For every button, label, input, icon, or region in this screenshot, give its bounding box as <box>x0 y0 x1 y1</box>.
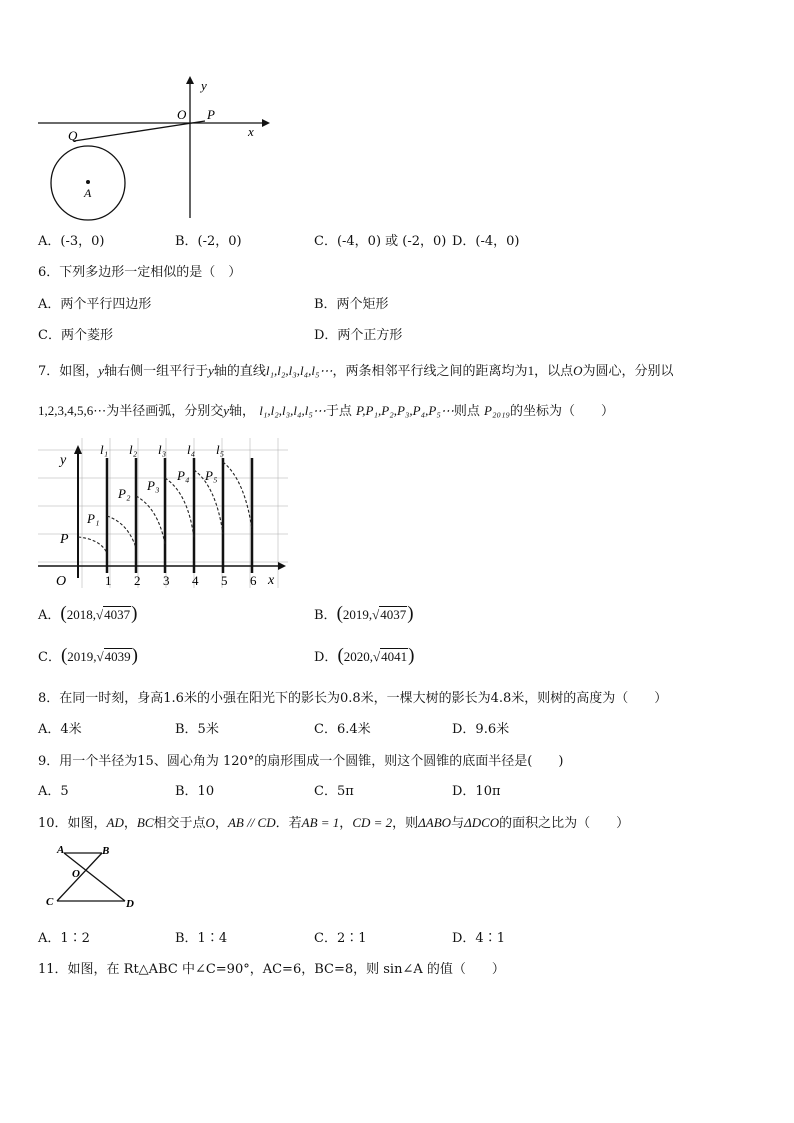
label-p: P <box>207 107 215 122</box>
q9-option-c[interactable]: C．5π <box>314 784 354 799</box>
q8-option-a[interactable]: A．4米 <box>38 722 82 737</box>
q7-y2: y <box>208 363 214 378</box>
q7-one: 1 <box>527 363 535 378</box>
tick-6: 6 <box>250 573 257 588</box>
label-p1: P₁ <box>87 511 100 526</box>
q10-c1: ， <box>123 816 137 831</box>
q8-option-b[interactable]: B．5米 <box>175 722 219 737</box>
q10-c2: ， <box>214 816 228 831</box>
q7-lines: l₁,l₂,l₃,l₄,l₅⋯ <box>265 363 333 378</box>
q6-option-a[interactable]: A．两个平行四边形 <box>38 297 152 312</box>
q5-option-c[interactable]: C．(-4，0) 或 (-2，0) <box>314 234 447 249</box>
arc-6 <box>223 462 252 530</box>
label-l1: l₁ <box>100 442 109 457</box>
q6-option-b[interactable]: B．两个矩形 <box>314 297 389 312</box>
q10-cd: CD = 2 <box>352 815 393 830</box>
q7-t8: 于点 <box>325 404 352 419</box>
q9-stem: 9．用一个半径为15、圆心角为 120°的扇形围成一个圆锥，则这个圆锥的底面半径是( ) <box>38 754 564 769</box>
q5-option-d[interactable]: D．(-4，0) <box>452 234 520 249</box>
q7-b-radicand: 4037 <box>380 607 407 622</box>
q7-p2019: P₂₀₁₉ <box>484 403 511 418</box>
q10-stem <box>38 812 629 831</box>
y-arrow <box>74 445 82 454</box>
q7-option-d[interactable]: D．(2020,√4041) <box>314 645 415 666</box>
q10-parallel: AB // CD <box>227 815 276 830</box>
q11-stem: 11．如图，在 Rt△ABC 中∠C=90°，AC=6，BC=8，则 sin∠A 的值（ ） <box>38 962 505 977</box>
q8-option-d[interactable]: D．9.6米 <box>452 722 510 737</box>
q10-num: 10．如图， <box>38 816 107 831</box>
q7-radii: 1,2,3,4,5,6⋯ <box>38 403 107 418</box>
q10-t1: 相交于点 <box>153 816 206 831</box>
label-c: C <box>46 896 54 908</box>
label-o: O <box>177 107 187 122</box>
label-a: A <box>84 186 92 200</box>
q7-c-letter: C． <box>38 650 61 665</box>
center-a-dot <box>86 180 90 184</box>
q10-o: O <box>205 815 215 830</box>
q7-lines2: l₁,l₂,l₃,l₄,l₅⋯ <box>259 403 326 418</box>
q7-option-c[interactable]: C．(2019,√4039) <box>38 645 138 666</box>
q7-b-letter: B． <box>314 608 337 623</box>
q7-d-radicand: 4041 <box>381 649 408 664</box>
label-p3: P₃ <box>147 478 160 493</box>
q7-num: 7．如图， <box>38 364 99 379</box>
q7-t2: 轴的直线 <box>213 364 266 379</box>
q7-d-first: 2020, <box>343 649 374 664</box>
q9-option-b[interactable]: B．10 <box>175 784 215 799</box>
q7-a-first: 2018, <box>66 607 96 622</box>
q7-option-b[interactable]: B．(2019,√4037) <box>314 603 414 624</box>
q7-t10: 的坐标为（ ） <box>510 404 615 419</box>
q10-t4: 与 <box>451 816 465 831</box>
q10-t3: ，则 <box>392 816 419 831</box>
q10-option-c[interactable]: C．2∶1 <box>314 931 367 946</box>
label-x: x <box>268 573 275 588</box>
q10-tri2: ΔDCO <box>464 815 500 830</box>
label-q: Q <box>68 128 78 143</box>
label-d: D <box>126 898 134 910</box>
x-arrow <box>262 119 270 127</box>
arc-4 <box>165 478 194 538</box>
tick-5: 5 <box>221 573 228 588</box>
q6-stem: 6．下列多边形一定相似的是（ ） <box>38 265 242 280</box>
q10-t5: 的面积之比为（ ） <box>499 816 630 831</box>
label-l2: l₂ <box>129 442 138 457</box>
q7-y1: y <box>98 363 105 378</box>
q5-option-a[interactable]: A．(-3，0) <box>38 234 105 249</box>
tick-4: 4 <box>192 573 199 588</box>
label-p2: P₂ <box>118 486 131 501</box>
q10-c3: ， <box>339 816 353 831</box>
q9-option-a[interactable]: A．5 <box>38 784 69 799</box>
figure-q7 <box>38 438 288 588</box>
q6-option-c[interactable]: C．两个菱形 <box>38 328 113 343</box>
label-l4: l₄ <box>187 442 196 457</box>
q7-t1: 轴右侧一组平行于 <box>104 364 209 379</box>
tick-3: 3 <box>163 573 170 588</box>
q10-tri1: ΔABO <box>418 815 452 830</box>
arc-3 <box>136 496 165 544</box>
tick-1: 1 <box>105 573 112 588</box>
q7-t6: 为半径画弧，分别交 <box>106 404 224 419</box>
q7-points: P,P₁,P₂,P₃,P₄,P₅⋯ <box>356 403 454 418</box>
label-l3: l₃ <box>158 442 167 457</box>
q8-stem: 8．在同一时刻，身高1.6米的小强在阳光下的影长为0.8米，一棵大树的影长为4.8米，则树的高度为（ ） <box>38 691 668 706</box>
label-x: x <box>248 124 254 139</box>
q5-option-b[interactable]: B．(-2，0) <box>175 234 242 249</box>
q9-option-d[interactable]: D．10π <box>452 784 501 799</box>
label-a: A <box>57 844 65 856</box>
q10-ad: AD <box>106 815 124 830</box>
y-arrow <box>186 76 194 84</box>
q7-stem-line2 <box>38 400 614 419</box>
q7-a-radicand: 4037 <box>104 607 131 622</box>
label-p4: P₄ <box>177 468 190 483</box>
q7-stem-line1 <box>38 360 673 379</box>
q7-b-first: 2019, <box>342 607 373 622</box>
tick-2: 2 <box>134 573 141 588</box>
label-y: y <box>60 453 67 468</box>
tangent-line-pq <box>74 121 205 141</box>
q7-t9: 则点 <box>453 404 480 419</box>
q7-y3: y <box>223 403 230 418</box>
q6-option-d[interactable]: D．两个正方形 <box>314 328 403 343</box>
q7-t7: 轴， <box>229 404 256 419</box>
label-l5: l₅ <box>216 442 225 457</box>
q7-t3: ，两条相邻平行线之间的距离均为 <box>332 364 528 379</box>
label-y: y <box>201 78 207 93</box>
label-p5: P₅ <box>205 468 218 483</box>
label-b: B <box>102 845 110 857</box>
q8-option-c[interactable]: C．6.4米 <box>314 722 371 737</box>
q7-t5: 为圆心，分别以 <box>582 364 674 379</box>
q7-c-first: 2019, <box>67 649 97 664</box>
label-o: O <box>72 868 80 880</box>
q7-t4: ，以点 <box>534 364 574 379</box>
q10-ab: AB = 1 <box>301 815 340 830</box>
q7-a-letter: A． <box>38 608 61 623</box>
arc-1 <box>78 537 107 553</box>
q7-c-radicand: 4039 <box>104 649 131 664</box>
label-p: P <box>60 532 69 547</box>
q10-bc: BC <box>136 815 154 830</box>
figure-q5 <box>30 75 280 225</box>
q10-option-b[interactable]: B．1∶4 <box>175 931 228 946</box>
q10-t2: ．若 <box>275 816 302 831</box>
figure-q10 <box>44 842 144 912</box>
x-arrow <box>278 562 286 570</box>
q7-option-a[interactable]: A．(2018,√4037) <box>38 603 138 624</box>
q10-option-d[interactable]: D．4∶1 <box>452 931 505 946</box>
q7-d-letter: D． <box>314 650 338 665</box>
label-o: O <box>56 574 67 588</box>
q10-option-a[interactable]: A．1∶2 <box>38 931 90 946</box>
q7-o: O <box>573 363 583 378</box>
arc-2 <box>107 516 136 548</box>
